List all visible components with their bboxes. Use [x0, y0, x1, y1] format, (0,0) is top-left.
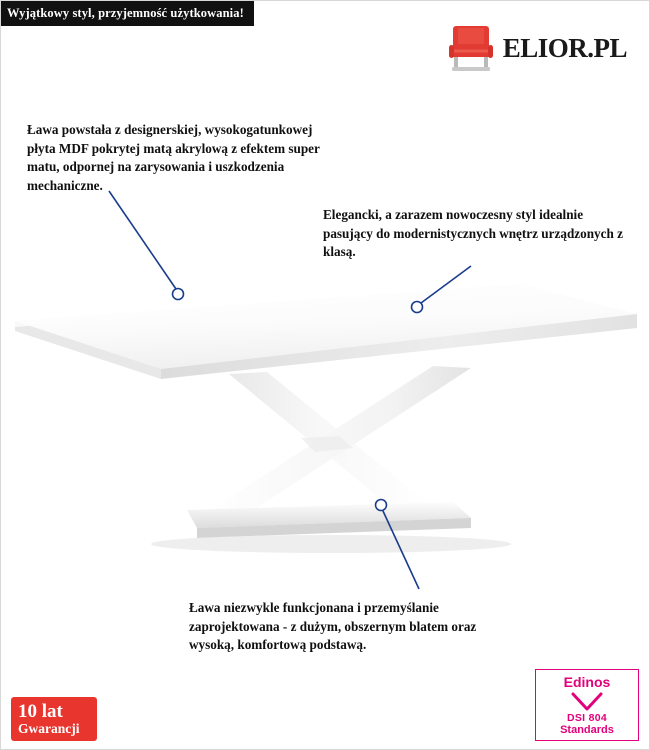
annotation-text-1: Ława powstała z designerskiej, wysokogatunkowej płyta MDF pokrytej matą akrylową z efektem super matu, odpornej na zarysowania i uszkodzenia mechaniczne.	[27, 122, 320, 193]
annotation-text-2: Elegancki, a zarazem nowoczesny styl idealnie pasujący do modernistycznych wnętrz urządzonych z klasą.	[323, 207, 623, 259]
edinos-dsi-code: DSI 804	[566, 712, 608, 724]
edinos-standards-label: Standards	[560, 724, 614, 736]
edinos-name: Edinos	[563, 674, 611, 690]
annotation-text-3: Ława niezwykle funkcjonana i przemyślanie zaprojektowana - z dużym, obszernym blatem oraz wysoką, komfortową podstawą.	[189, 600, 477, 652]
headline-banner: Wyjątkowy styl, przyjemność użytkowania!	[1, 1, 254, 26]
product-photo	[1, 266, 649, 566]
warranty-years: 10 lat	[18, 700, 63, 722]
warranty-badge	[11, 697, 97, 741]
warranty-label: Gwarancji	[18, 720, 80, 736]
pink-check-icon	[536, 690, 638, 712]
edinos-standards-badge	[535, 669, 639, 741]
red-armchair-icon	[447, 23, 495, 73]
brand-logo	[447, 23, 627, 73]
brand-name: ELIOR.PL	[502, 32, 627, 63]
